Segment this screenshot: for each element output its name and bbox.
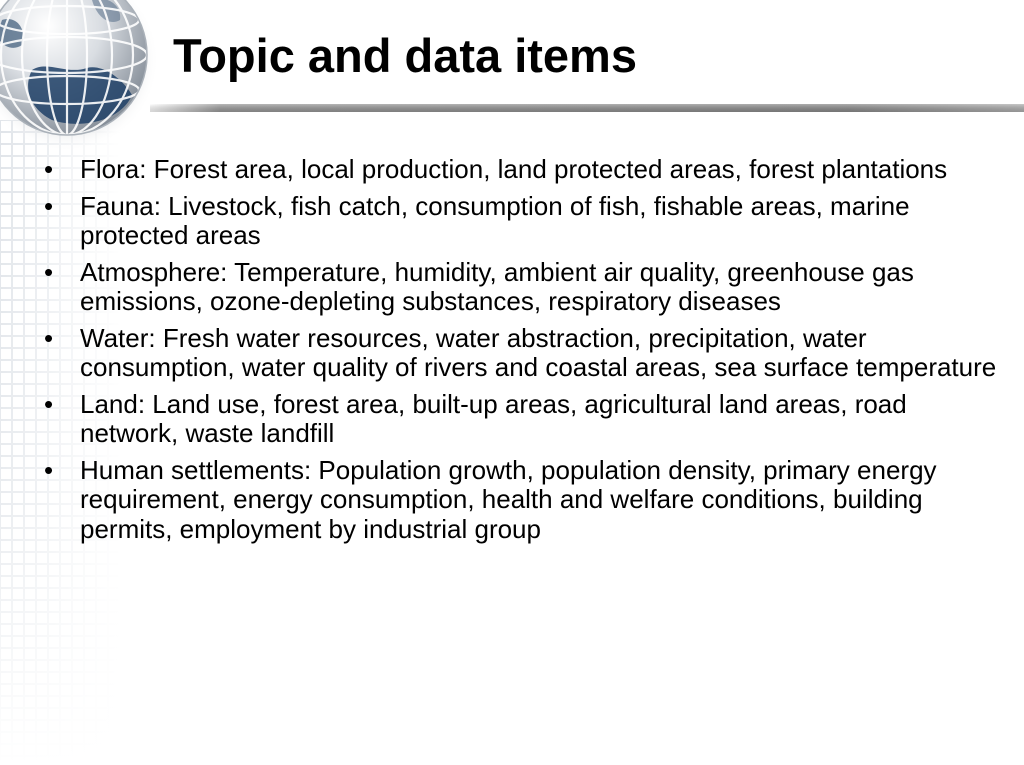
bullet-item-atmosphere	[44, 256, 1005, 317]
bullet-icon: •	[44, 454, 54, 485]
bullet-item-human-settlements	[44, 454, 1005, 545]
bullet-icon: •	[44, 322, 54, 353]
slide-title: Topic and data items	[173, 29, 637, 82]
bullet-text: Flora: Forest area, local production, land protected areas, forest plantations	[80, 154, 948, 184]
title-divider	[150, 104, 1024, 112]
bullet-icon: •	[44, 190, 54, 221]
bullet-text: Water: Fresh water resources, water abstraction, precipitation, water consumption, water quality of rivers and coastal areas, sea surface temperature	[80, 322, 997, 382]
bullet-icon: •	[44, 154, 54, 184]
bullet-text: Human settlements: Population growth, population density, primary energy requirement, energy consumption, health and welfare conditions, building permits, employment by industrial group	[80, 454, 937, 544]
globe-icon	[0, 0, 162, 150]
bullet-item-land	[44, 388, 1005, 449]
bullet-text: Atmosphere: Temperature, humidity, ambient air quality, greenhouse gas emissions, ozone-depleting substances, respiratory diseases	[80, 256, 914, 316]
bullet-item-fauna	[44, 190, 1005, 251]
bullet-icon: •	[44, 256, 54, 287]
bullet-text: Fauna: Livestock, fish catch, consumption of fish, fishable areas, marine protected areas	[80, 190, 910, 250]
bullet-list	[44, 154, 1005, 551]
bullet-icon: •	[44, 388, 54, 419]
bullet-text: Land: Land use, forest area, built-up areas, agricultural land areas, road network, waste landfill	[80, 388, 907, 448]
bullet-item-water	[44, 322, 1005, 383]
bullet-item-flora	[44, 154, 1005, 185]
